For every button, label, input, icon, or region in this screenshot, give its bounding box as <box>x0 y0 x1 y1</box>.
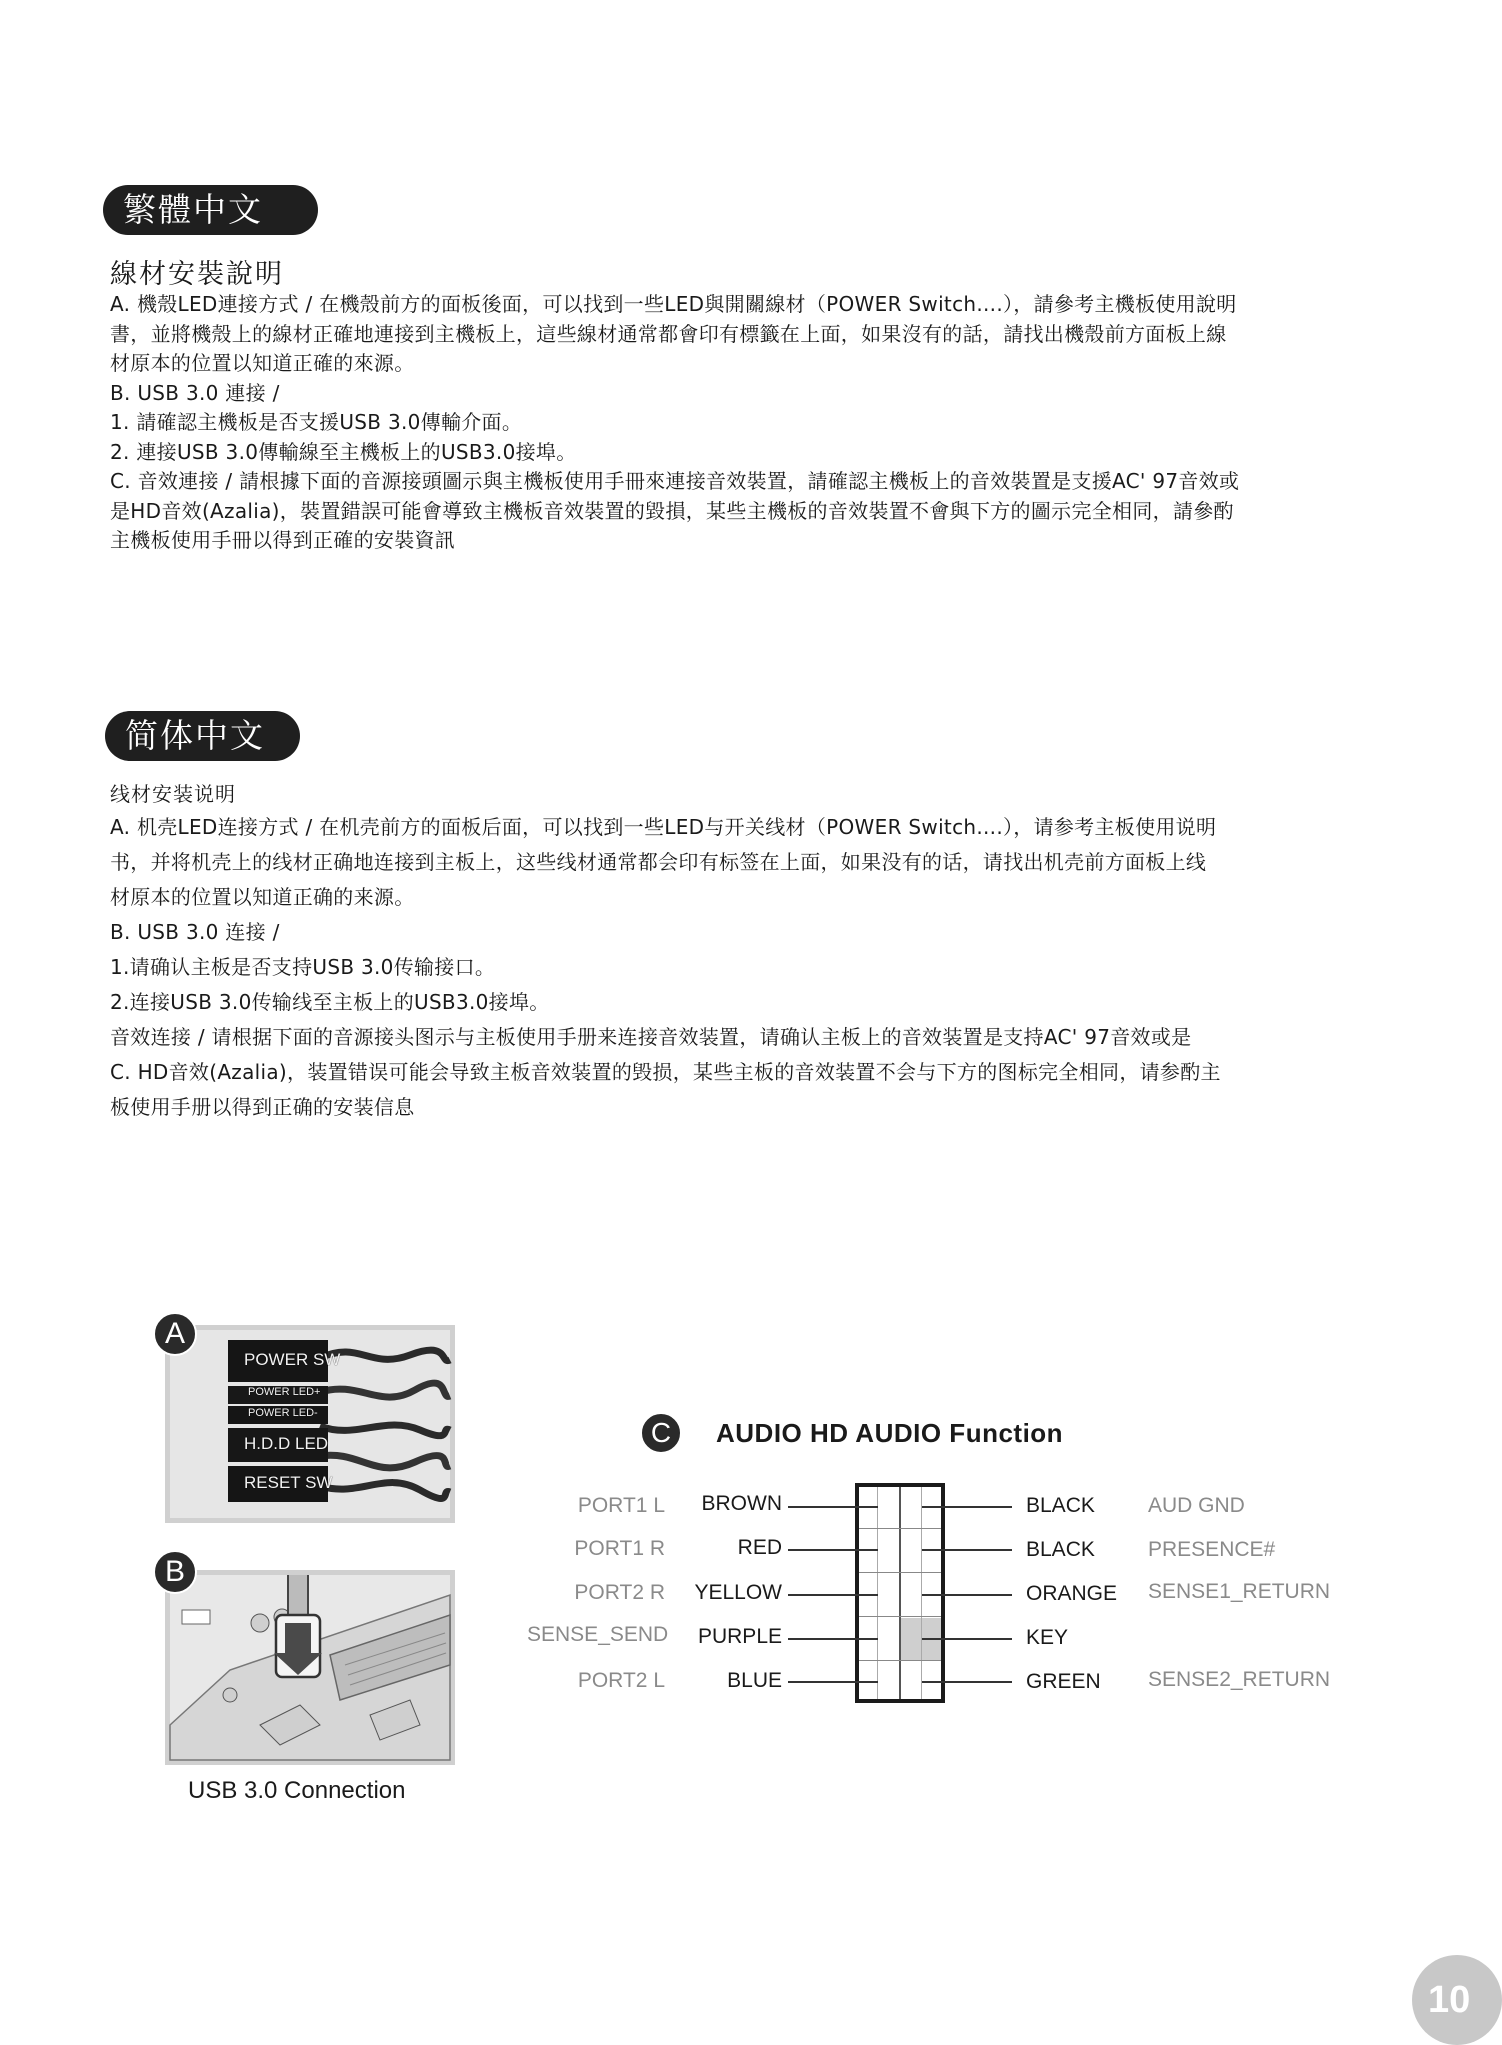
port-label: PORT2 L <box>577 1669 665 1692</box>
text-line: B. USB 3.0 連接 / <box>110 380 280 405</box>
leader-line <box>788 1638 878 1640</box>
function-label: PRESENCE# <box>1148 1538 1276 1561</box>
port-label: SENSE_SEND <box>527 1623 669 1646</box>
page-number: 10 <box>1412 1955 1502 2045</box>
text-line: 2. 連接USB 3.0傳輸線至主機板上的USB3.0接埠。 <box>110 439 577 464</box>
plug-label: POWER SW <box>244 1350 341 1369</box>
header-row-divider <box>859 1528 941 1529</box>
wire-color-left: PURPLE <box>697 1625 782 1648</box>
header-divider <box>899 1487 901 1699</box>
text-line: B. USB 3.0 连接 / <box>110 920 280 944</box>
leader-line <box>788 1594 878 1596</box>
wire-color-right: GREEN <box>1026 1670 1101 1693</box>
port-label: PORT1 L <box>577 1494 665 1517</box>
leader-line <box>788 1681 878 1683</box>
front-panel-connectors-photo <box>165 1325 455 1523</box>
section-heading-simplified: 简体中文 <box>105 711 300 761</box>
body-traditional <box>110 290 1385 556</box>
wire-color-left: BROWN <box>701 1492 782 1515</box>
wire-color-right: KEY <box>1026 1626 1069 1649</box>
text-line: 是HD音效(Azalia)，裝置錯誤可能會導致主機板音效裝置的毀損，某些主機板的音效裝置不會與下方的圖示完全相同，請參酌 <box>110 498 1234 523</box>
leader-line <box>922 1594 1012 1596</box>
wire-color-left: RED <box>737 1536 782 1559</box>
leader-line <box>922 1638 1012 1640</box>
audio-pinout-title: AUDIO HD AUDIO Function <box>716 1418 1064 1448</box>
subtitle-traditional: 線材安裝說明 <box>110 259 284 290</box>
text-line: 材原本的位置以知道正确的来源。 <box>110 885 415 909</box>
text-line: 1. 請確認主機板是否支援USB 3.0傳輸介面。 <box>110 410 523 434</box>
leader-line <box>922 1506 1012 1508</box>
text-line: A. 機殼LED連接方式 / 在機殼前方的面板後面，可以找到一些LED與開關線材（POWER Switch....），請參考主機板使用說明 <box>110 292 1237 316</box>
leader-line <box>922 1549 1012 1551</box>
wire-color-right: ORANGE <box>1026 1582 1118 1605</box>
wire-color-right: BLACK <box>1026 1538 1095 1561</box>
leader-line <box>788 1506 878 1508</box>
text-line: A. 机壳LED连接方式 / 在机壳前方的面板后面，可以找到一些LED与开关线材（POWER Switch....），请参考主板使用说明 <box>110 815 1217 839</box>
plug-label: H.D.D LED <box>244 1434 329 1453</box>
subtitle-simplified: 线材安装说明 <box>110 782 236 806</box>
section-heading-traditional: 繁體中文 <box>103 185 318 235</box>
function-label: SENSE1_RETURN <box>1148 1580 1331 1603</box>
text-line: 主機板使用手冊以得到正確的安裝資訊 <box>110 528 456 552</box>
wire-color-left: BLUE <box>727 1669 782 1692</box>
plug-label: POWER LED- <box>248 1407 318 1419</box>
text-line: 音效连接 / 请根据下面的音源接头图示与主板使用手册来连接音效装置，请确认主板上的音效装置是支持AC' 97音效或是 <box>110 1025 1192 1049</box>
header-guide <box>921 1487 922 1699</box>
plug-label: POWER LED+ <box>248 1386 321 1398</box>
usb-caption: USB 3.0 Connection <box>188 1777 406 1804</box>
header-guide <box>877 1487 878 1699</box>
text-line: C. 音效連接 / 請根據下面的音源接頭圖示與主機板使用手冊來連接音效裝置，請確認主機板上的音效裝置是支援AC' 97音效或 <box>110 469 1240 493</box>
figure-badge-a: A <box>153 1312 197 1356</box>
header-row-divider <box>859 1572 941 1573</box>
text-line: C. HD音效(Azalia)，装置错误可能会导致主板音效装置的毁损，某些主板的音效装置不会与下方的图标完全相同，请参酌主 <box>110 1060 1221 1084</box>
function-label: AUD GND <box>1148 1494 1245 1517</box>
figure-badge-b: B <box>153 1550 197 1594</box>
leader-line <box>922 1681 1012 1683</box>
figure-badge-c: C <box>640 1412 682 1454</box>
function-label: SENSE2_RETURN <box>1148 1668 1331 1691</box>
header-row-divider <box>859 1616 941 1617</box>
text-line: 材原本的位置以知道正確的來源。 <box>110 351 415 375</box>
port-label: PORT2 R <box>574 1581 665 1604</box>
port-label: PORT1 R <box>574 1537 665 1560</box>
wire-color-right: BLACK <box>1026 1494 1095 1517</box>
text-line: 1.请确认主板是否支持USB 3.0传输接口。 <box>110 955 496 979</box>
motherboard-usb-drawing <box>170 1575 450 1760</box>
text-line: 2.连接USB 3.0传输线至主板上的USB3.0接埠。 <box>110 990 550 1014</box>
header-row-divider <box>859 1660 941 1661</box>
usb3-connection-illustration <box>165 1570 455 1765</box>
text-line: 书，并将机壳上的线材正确地连接到主板上，这些线材通常都会印有标签在上面，如果没有的话，请找出机壳前方面板上线 <box>110 850 1207 874</box>
text-line: 板使用手册以得到正确的安装信息 <box>110 1095 415 1119</box>
leader-line <box>788 1549 878 1551</box>
text-line: 書，並將機殼上的線材正確地連接到主機板上，這些線材通常都會印有標籤在上面，如果沒有的話，請找出機殼前方面板上線 <box>110 321 1227 346</box>
body-simplified <box>110 810 1385 1125</box>
wire-color-left: YELLOW <box>694 1581 782 1604</box>
plug-label: RESET SW <box>244 1473 333 1492</box>
